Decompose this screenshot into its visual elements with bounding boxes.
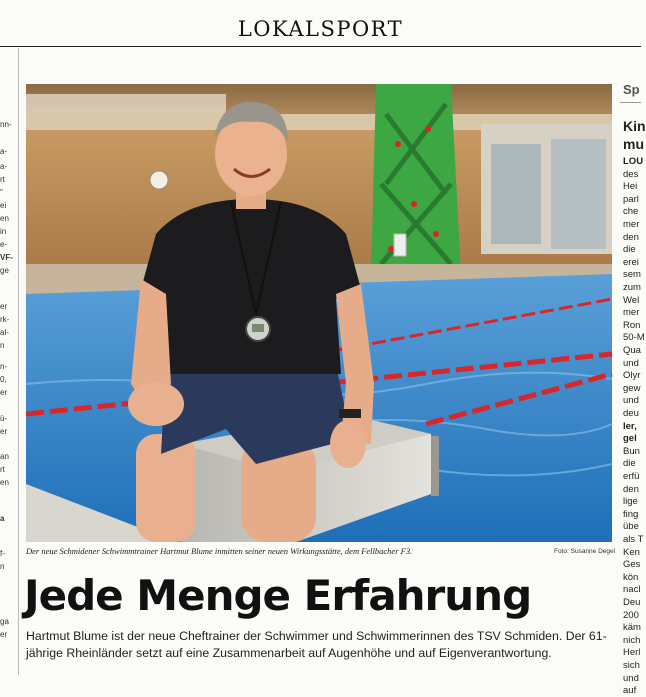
- right-column-text-line: Qua: [623, 345, 641, 356]
- right-column-text-line: che: [623, 206, 639, 218]
- left-column-fragment: in: [0, 227, 7, 236]
- right-column-text-line: gel: [623, 433, 637, 445]
- wristwatch: [339, 409, 361, 418]
- left-column-fragment: er: [0, 630, 8, 639]
- right-column-text-line: zum: [623, 282, 641, 293]
- left-column-fragment: ge: [0, 266, 9, 275]
- right-column-text-line: kön: [623, 571, 639, 583]
- left-column-fragment: er: [0, 427, 8, 436]
- right-column-text-line: gew: [623, 382, 641, 394]
- left-column-fragment: ga: [0, 617, 9, 626]
- left-column-fragment: nn-: [0, 120, 12, 129]
- page-header: [0, 0, 641, 47]
- left-column-fragment: f-: [0, 549, 5, 558]
- left-column-fragment: rt: [0, 465, 5, 474]
- left-hand: [128, 382, 184, 426]
- left-column-fragment: rt: [0, 175, 5, 184]
- right-section-head: Sp: [623, 82, 640, 97]
- right-column-text-line: Herl: [623, 647, 641, 659]
- photo-illustration: [26, 84, 612, 542]
- right-column-text-line: Deu: [623, 597, 641, 608]
- right-column-text-line: auf: [623, 685, 637, 697]
- right-column-text-line: parl: [623, 193, 639, 205]
- right-column-text-line: nich: [623, 634, 641, 646]
- right-column-text-line: den: [623, 483, 639, 495]
- right-column-text-line: des: [623, 168, 639, 180]
- left-column-fragment: ü-: [0, 414, 8, 423]
- right-column-text-line: LOU: [623, 156, 644, 167]
- right-column-text-line: mer: [623, 219, 640, 230]
- right-column-text-line: Ken: [623, 546, 640, 558]
- left-column-fragment: en: [0, 478, 9, 487]
- right-column-text-line: und: [623, 672, 639, 684]
- right-column-text-line: 200: [623, 609, 639, 621]
- right-column-text-line: die: [623, 458, 636, 470]
- right-column-text-line: Ges: [623, 559, 641, 571]
- photo-caption: Der neue Schmidener Schwimmtrainer Hartmut Blume inmitten seiner neuen Wirkungsstätte, dem Fellbacher F3.: [26, 546, 413, 556]
- section-title: LOKALSPORT: [237, 17, 404, 41]
- right-column-text-line: Ron: [623, 319, 641, 331]
- right-column-text-line: käm: [623, 622, 641, 634]
- right-cut-column: [620, 70, 646, 697]
- left-column-fragment: n-: [0, 362, 8, 371]
- left-cut-column: [0, 48, 19, 675]
- photo-credit: Foto: Susanne Degel: [554, 548, 616, 555]
- right-column-text-line: Bun: [623, 445, 640, 457]
- right-column-text-line: sich: [623, 660, 640, 671]
- left-column-fragment: 0,: [0, 375, 7, 384]
- right-column-text-line: Hei: [623, 181, 638, 193]
- right-column-text-line: die: [623, 244, 636, 256]
- right-column-text-line: erei: [623, 256, 639, 268]
- article-lead: Hartmut Blume ist der neue Cheftrainer der Schwimmer und Schwimmerinnen des TSV Schmiden. Der 61-jährige Rheinländer setzt auf eine Zusammenarbeit auf Augenhöhe und auf Eigenverantwortung.: [26, 629, 607, 660]
- right-column-text-line: übe: [623, 521, 639, 533]
- right-column-text-line: mer: [623, 307, 640, 319]
- left-column-fragment: er: [0, 388, 8, 397]
- right-column-text-line: den: [623, 231, 639, 243]
- left-column-fragment: en: [0, 214, 9, 223]
- left-column-fragment: n: [0, 562, 5, 571]
- right-column-text-line: als T: [623, 534, 644, 545]
- left-column-fragment: ei: [0, 201, 7, 210]
- left-column-fragment: er: [0, 302, 8, 311]
- right-rule: [620, 102, 641, 103]
- left-column-fragment: n: [0, 341, 5, 350]
- right-column-text-line: erfü: [623, 471, 640, 482]
- right-column-text-line: fing: [623, 508, 639, 520]
- right-column-text-line: sem: [623, 269, 641, 281]
- left-column-fragment: e-: [0, 240, 8, 249]
- article-photo: [26, 84, 612, 542]
- left-column-fragment: ": [0, 188, 3, 197]
- right-column-text-line: deu: [623, 408, 639, 419]
- right-column-text-line: und: [623, 395, 639, 407]
- left-column-fragment: a-: [0, 162, 8, 171]
- right-hand: [330, 420, 366, 468]
- right-column-title-line: Kin: [623, 118, 646, 134]
- right-column-title-line: mu: [623, 136, 644, 152]
- left-column-fragment: a: [0, 514, 5, 523]
- left-column-fragment: a-: [0, 147, 8, 156]
- right-column-text-line: Wel: [623, 294, 640, 306]
- black-shirt: [141, 199, 361, 374]
- left-column-fragment: VF-: [0, 253, 13, 262]
- right-column-text-line: Olyr: [623, 370, 641, 382]
- left-column-fragment: al-: [0, 328, 9, 337]
- article-headline: Jede Menge Erfahrung: [24, 571, 532, 620]
- right-column-text-line: und: [623, 357, 639, 369]
- right-column-text-line: lige: [623, 496, 638, 508]
- right-column-text-line: nacl: [623, 584, 641, 596]
- left-column-fragment: rk-: [0, 315, 10, 324]
- right-column-text-line: 50-M: [623, 332, 645, 344]
- left-column-fragment: an: [0, 452, 9, 461]
- wall-clock: [150, 171, 168, 189]
- right-column-text-line: ler,: [623, 420, 637, 432]
